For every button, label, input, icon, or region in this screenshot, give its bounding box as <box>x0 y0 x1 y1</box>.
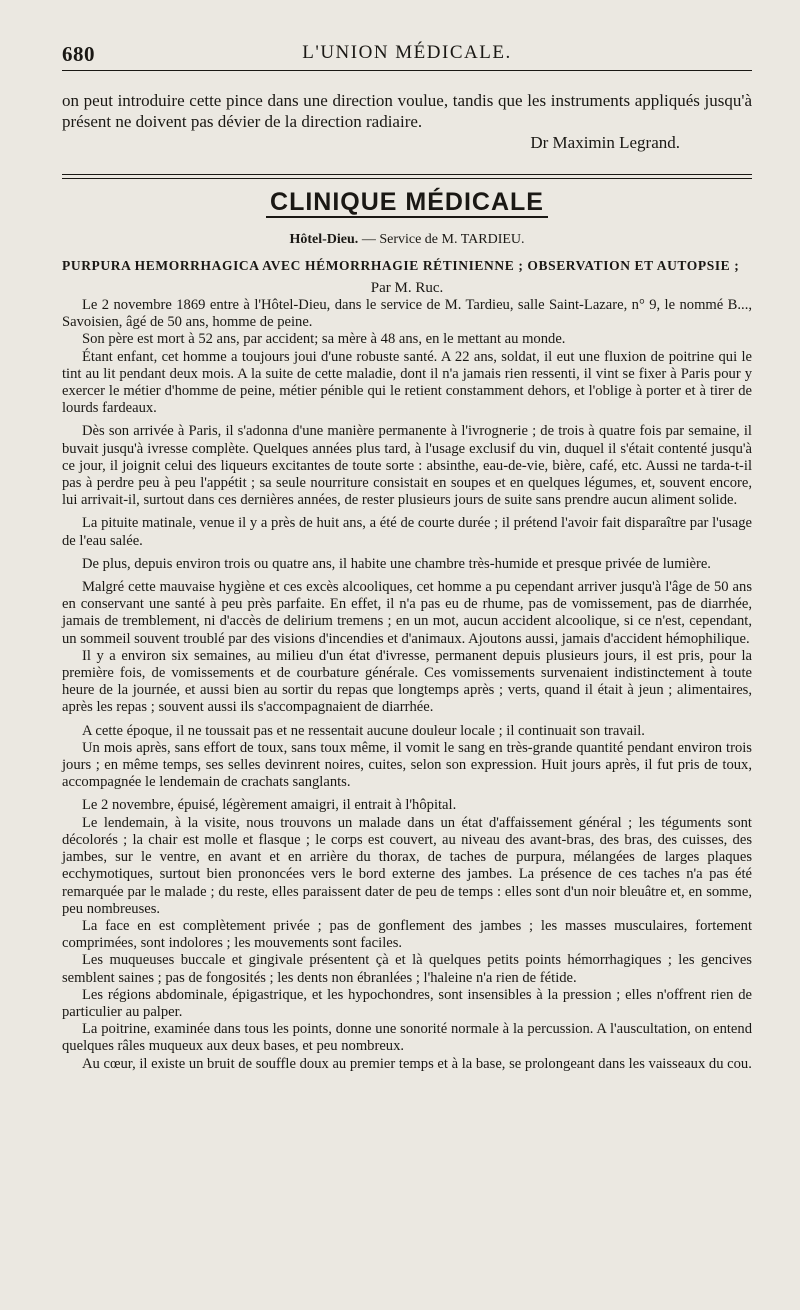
paragraph: Étant enfant, cet homme a toujours joui d'une robuste santé. A 22 ans, soldat, il eut une fluxion de poitrine qui le tint au lit pendant deux mois. A la suite de cette maladie, dont il n'a jamais rien ressenti, il vint se fixer à Paris pour y exercer le métier d'homme de peine, métier pénible qui le retient constamment dehors, et l'oblige à porter et à tirer de lourds fardeaux. <box>62 348 752 417</box>
paragraph: Dès son arrivée à Paris, il s'adonna d'une manière permanente à l'ivrognerie ; de trois à quatre fois par semaine, il buvait jusqu'à ivresse complète. Quelques années plus tard, à l'usage exclusif du vin, duquel il s'était contenté jusqu'à ce jour, il joignit celui des liqueurs excitantes de toute sorte : absinthe, eau-de-vie, bière, café, etc. Aussi ne tarda-t-il pas à perdre peu à peu l'appétit ; sa seule nourriture consistait en soupes et en quelques légumes, et, souvent encore, lui arrivait-il, surtout dans ces dernières années, de rester plusieurs jours de suite sans prendre aucun aliment solide. <box>62 423 752 509</box>
service-name: — Service de M. TARDIEU. <box>358 232 525 247</box>
article-title: PURPURA HEMORRHAGICA AVEC HÉMORRHAGIE RÉTINIENNE ; OBSERVATION ET AUTOPSIE ; <box>62 258 740 273</box>
section-divider <box>62 174 752 179</box>
article-body <box>62 297 752 1073</box>
section-title-text: CLINIQUE MÉDICALE <box>266 188 548 218</box>
article-author: Par M. Ruc. <box>370 280 444 296</box>
paragraph: La poitrine, examinée dans tous les points, donne une sonorité normale à la percussion. A l'auscultation, on entend quelques râles muqueux aux deux bases, et peu nombreux. <box>62 1021 752 1055</box>
paragraph: Malgré cette mauvaise hygiène et ces excès alcooliques, cet homme a pu cependant arriver jusqu'à l'âge de 50 ans en conservant une santé à peu près parfaite. En effet, il n'a pas eu de rhume, pas de vomissement, pas de diarrhée, jamais de tremblement, ni d'accès de delirium tremens ; en un mot, aucun accident alcoolique, si ce n'est, cependant, un sommeil souvent troublé par des visions d'incendies et d'animaux. Ajoutons aussi, jamais d'accident hémophilique. <box>62 579 752 647</box>
paragraph: Les muqueuses buccale et gingivale présentent çà et là quelques petits points hémorrhagiques ; les gencives semblent saines ; pas de fongosités ; les dents non ébranlées ; l'haleine n'a rien de fétide. <box>62 952 752 986</box>
section-title <box>62 187 752 217</box>
paragraph: Le lendemain, à la visite, nous trouvons un malade dans un état d'affaissement général ; les téguments sont décolorés ; la chair est molle et flasque ; le corps est couvert, au niveau des avant-bras, des bras, des cuisses, des jambes, sur le ventre, en avant et en arrière du thorax, de taches de purpura, mélangées de larges plaques ecchymotiques, surtout bien prononcées vers le bord externe des jambes. La présence de ces taches n'a pas été remarquée par le malade ; du reste, elles paraissent dater de peu de temps : elles sont d'un noir bleuâtre et, en somme, peu nombreuses. <box>62 814 752 917</box>
paragraph: Un mois après, sans effort de toux, sans toux même, il vomit le sang en très-grande quantité pendant environ trois jours ; en même temps, ses selles devinrent noires, cuites, selon son expression. Huit jours après, il fut pris de toux, accompagnée le lendemain de crachats sanglants. <box>62 739 752 791</box>
paragraph: Les régions abdominale, épigastrique, et les hypochondres, sont insensibles à la pression ; elles n'offrent rien de particulier au palper. <box>62 986 752 1020</box>
hospital-name: Hôtel-Dieu. <box>289 232 359 247</box>
previous-article-text: on peut introduire cette pince dans une direction voulue, tandis que les instruments appliqués jusqu'à présent ne doivent pas dévier de la direction radiaire. <box>62 91 752 131</box>
paragraph: La pituite matinale, venue il y a près de huit ans, a été de courte durée ; il prétend l'avoir fait disparaître par l'usage de l'eau salée. <box>62 515 752 549</box>
hospital-service-line <box>62 231 752 249</box>
page-content <box>62 90 752 1073</box>
journal-title: L'UNION MÉDICALE. <box>302 42 512 63</box>
paragraph: De plus, depuis environ trois ou quatre ans, il habite une chambre très-humide et presque privée de lumière. <box>82 555 711 572</box>
paragraph: Le 2 novembre 1869 entre à l'Hôtel-Dieu, dans le service de M. Tardieu, salle Saint-Lazare, n° 9, le nommé B..., Savoisien, âgé de 50 ans, homme de peine. <box>62 297 752 331</box>
paragraph: Il y a environ six semaines, au milieu d'un état d'ivresse, permanent depuis plusieurs jours, il est pris, pour la première fois, de vomissements et de courbature générale. Ces vomissements survenaient indistinctement à toute heure de la journée, et aussi bien au sortir du repas que longtemps après ; verts, quand il était à jeun ; alimentaires, après les repas ; souvent aussi ils s'accompagnaient de diarrhée. <box>62 647 752 716</box>
paragraph: A cette époque, il ne toussait pas et ne ressentait aucune douleur locale ; il continuait son travail. <box>82 722 645 739</box>
author-signature: Dr Maximin Legrand. <box>530 133 680 152</box>
paragraph: Au cœur, il existe un bruit de souffle doux au premier temps et à la base, se prolongeant dans les vaisseaux du cou. <box>82 1055 752 1072</box>
page-number: 680 <box>62 42 95 66</box>
previous-article-ending <box>62 90 752 154</box>
paragraph: La face en est complètement privée ; pas de gonflement des jambes ; les masses musculaires, fortement comprimées, sont indolores ; les mouvements sont faciles. <box>62 917 752 952</box>
paragraph: Son père est mort à 52 ans, par accident; sa mère à 48 ans, en le mettant au monde. <box>82 331 566 348</box>
paragraph: Le 2 novembre, épuisé, légèrement amaigri, il entrait à l'hôpital. <box>82 797 457 814</box>
running-header <box>62 42 752 71</box>
